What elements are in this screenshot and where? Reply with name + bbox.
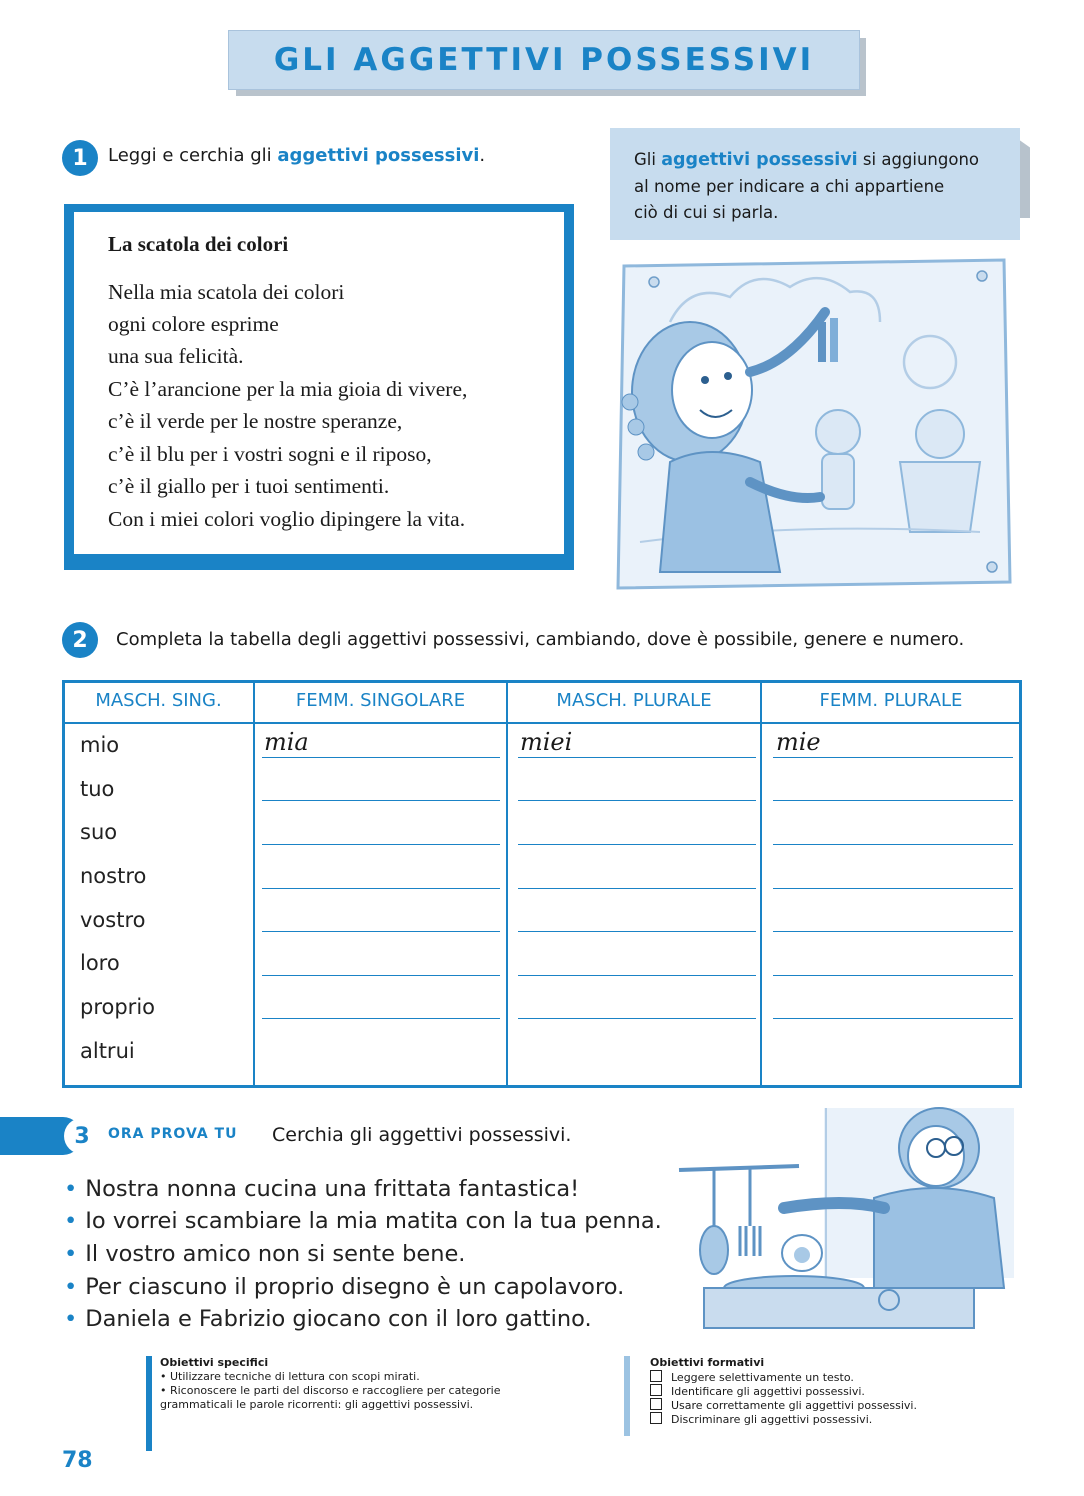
bullet-icon: • bbox=[64, 1176, 78, 1202]
exercise-2-number: 2 bbox=[62, 622, 98, 658]
instruction-punct: . bbox=[479, 145, 486, 166]
header-masc-plur: MASCH. PLURALE bbox=[556, 690, 712, 711]
checkbox-icon[interactable] bbox=[650, 1384, 662, 1396]
write-line[interactable] bbox=[262, 888, 500, 889]
definition-text: Gli bbox=[634, 150, 662, 169]
column-divider bbox=[253, 680, 255, 1088]
write-line[interactable] bbox=[518, 800, 756, 801]
exercise-3-instruction: Cerchia gli aggettivi possessivi. bbox=[272, 1124, 572, 1146]
write-line[interactable] bbox=[773, 800, 1013, 801]
bullet-icon: • bbox=[64, 1274, 78, 1300]
write-line[interactable] bbox=[518, 844, 756, 845]
write-line[interactable] bbox=[262, 844, 500, 845]
footer-right-bar bbox=[624, 1356, 630, 1436]
footer-left-bar bbox=[146, 1356, 152, 1451]
definition-text: si aggiungono bbox=[857, 150, 980, 169]
write-line[interactable] bbox=[518, 757, 756, 758]
bullet-icon: • bbox=[64, 1208, 78, 1234]
sentence-item bbox=[64, 1176, 579, 1202]
definition-line bbox=[634, 150, 979, 170]
objective-item bbox=[650, 1384, 865, 1398]
checkbox-icon[interactable] bbox=[650, 1412, 662, 1424]
write-line[interactable] bbox=[262, 1018, 500, 1019]
definition-line: al nome per indicare a chi appartiene bbox=[634, 177, 945, 196]
poem-line: ogni colore esprime bbox=[108, 312, 279, 336]
footer-left-title: Obiettivi specifici bbox=[160, 1356, 269, 1369]
write-line[interactable] bbox=[773, 844, 1013, 845]
sentence-text: Daniela e Fabrizio giocano con il loro gattino. bbox=[85, 1306, 592, 1332]
sentence-text: Io vorrei scambiare la mia matita con la tua penna. bbox=[85, 1208, 662, 1234]
row-label-suo: suo bbox=[80, 820, 118, 844]
objective-item bbox=[650, 1412, 872, 1426]
exercise-3-number: 3 bbox=[64, 1118, 100, 1154]
checkbox-icon[interactable] bbox=[650, 1398, 662, 1410]
answer-femm-plur: mie bbox=[776, 728, 821, 756]
poem-line: una sua felicità. bbox=[108, 344, 244, 368]
write-line[interactable] bbox=[262, 931, 500, 932]
poem-line: Con i miei colori voglio dipingere la vita. bbox=[108, 507, 466, 531]
row-label-tuo: tuo bbox=[80, 777, 115, 801]
footer-left-line: grammaticali le parole ricorrenti: gli aggettivi possessivi. bbox=[160, 1398, 474, 1411]
header-divider bbox=[62, 722, 1022, 724]
checkbox-icon[interactable] bbox=[650, 1370, 662, 1382]
answer-masc-plur: miei bbox=[520, 728, 573, 756]
row-label-mio: mio bbox=[80, 733, 120, 757]
write-line[interactable] bbox=[518, 975, 756, 976]
write-line[interactable] bbox=[773, 931, 1013, 932]
grandma-cooking-illustration bbox=[674, 1098, 1024, 1338]
exercise-1-number: 1 bbox=[62, 140, 98, 176]
write-line[interactable] bbox=[773, 888, 1013, 889]
sentence-text: Per ciascuno il proprio disegno è un capolavoro. bbox=[85, 1274, 625, 1300]
row-label-nostro: nostro bbox=[80, 864, 147, 888]
write-line[interactable] bbox=[518, 931, 756, 932]
exercise-2-instruction: Completa la tabella degli aggettivi possessivi, cambiando, dove è possibile, genere e numero. bbox=[116, 629, 965, 650]
objective-text: Leggere selettivamente un testo. bbox=[671, 1371, 854, 1384]
column-divider bbox=[506, 680, 508, 1088]
write-line[interactable] bbox=[262, 975, 500, 976]
bullet-icon: • bbox=[64, 1306, 78, 1332]
poem-line: c’è il giallo per i tuoi sentimenti. bbox=[108, 474, 390, 498]
sentence-item bbox=[64, 1306, 592, 1332]
sentence-text: Il vostro amico non si sente bene. bbox=[85, 1241, 466, 1267]
exercise-1-instruction bbox=[108, 145, 485, 166]
footer-right-title: Obiettivi formativi bbox=[650, 1356, 765, 1369]
write-line[interactable] bbox=[773, 975, 1013, 976]
write-line[interactable] bbox=[518, 888, 756, 889]
header-femm-sing: FEMM. SINGOLARE bbox=[295, 690, 466, 711]
page-number: 78 bbox=[62, 1448, 93, 1473]
sentence-item bbox=[64, 1208, 662, 1234]
row-label-vostro: vostro bbox=[80, 908, 146, 932]
bullet-icon: • bbox=[64, 1241, 78, 1267]
footer-left-line: • Utilizzare tecniche di lettura con scopi mirati. bbox=[160, 1370, 420, 1383]
header-masc-sing: MASCH. SING. bbox=[95, 690, 222, 711]
instruction-keyword: aggettivi possessivi bbox=[277, 145, 480, 166]
poem-line: c’è il blu per i vostri sogni e il riposo, bbox=[108, 442, 432, 466]
definition-keyword: aggettivi possessivi bbox=[661, 150, 858, 170]
objective-text: Usare correttamente gli aggettivi possessivi. bbox=[671, 1399, 917, 1412]
sentence-text: Nostra nonna cucina una frittata fantastica! bbox=[85, 1176, 580, 1202]
definition-line: ciò di cui si parla. bbox=[634, 203, 779, 222]
answer-femm-sing: mia bbox=[264, 728, 309, 756]
column-divider bbox=[760, 680, 762, 1088]
objective-item bbox=[650, 1370, 854, 1384]
write-line[interactable] bbox=[518, 1018, 756, 1019]
poem-title: La scatola dei colori bbox=[108, 232, 289, 256]
write-line[interactable] bbox=[773, 1018, 1013, 1019]
sentence-item bbox=[64, 1274, 624, 1300]
girl-drawing-illustration bbox=[600, 252, 1015, 597]
row-label-altrui: altrui bbox=[80, 1039, 135, 1063]
poem-line: Nella mia scatola dei colori bbox=[108, 280, 345, 304]
write-line[interactable] bbox=[262, 800, 500, 801]
footer-left-line: • Riconoscere le parti del discorso e raccogliere per categorie bbox=[160, 1384, 501, 1397]
poem-line: c’è il verde per le nostre speranze, bbox=[108, 409, 403, 433]
objective-text: Identificare gli aggettivi possessivi. bbox=[671, 1385, 865, 1398]
row-label-loro: loro bbox=[80, 951, 120, 975]
poem-line: C’è l’arancione per la mia gioia di vivere, bbox=[108, 377, 468, 401]
sentence-item bbox=[64, 1241, 465, 1267]
objective-item bbox=[650, 1398, 917, 1412]
write-line[interactable] bbox=[773, 757, 1013, 758]
write-line[interactable] bbox=[262, 757, 500, 758]
title-banner bbox=[228, 30, 860, 90]
exercise-3-label: ORA PROVA TU bbox=[108, 1126, 238, 1142]
page-title: GLI AGGETTIVI POSSESSIVI bbox=[273, 42, 815, 78]
header-femm-plur: FEMM. PLURALE bbox=[819, 690, 963, 711]
row-label-proprio: proprio bbox=[80, 995, 155, 1019]
objective-text: Discriminare gli aggettivi possessivi. bbox=[671, 1413, 873, 1426]
instruction-text: Leggi e cerchia gli bbox=[108, 145, 278, 166]
